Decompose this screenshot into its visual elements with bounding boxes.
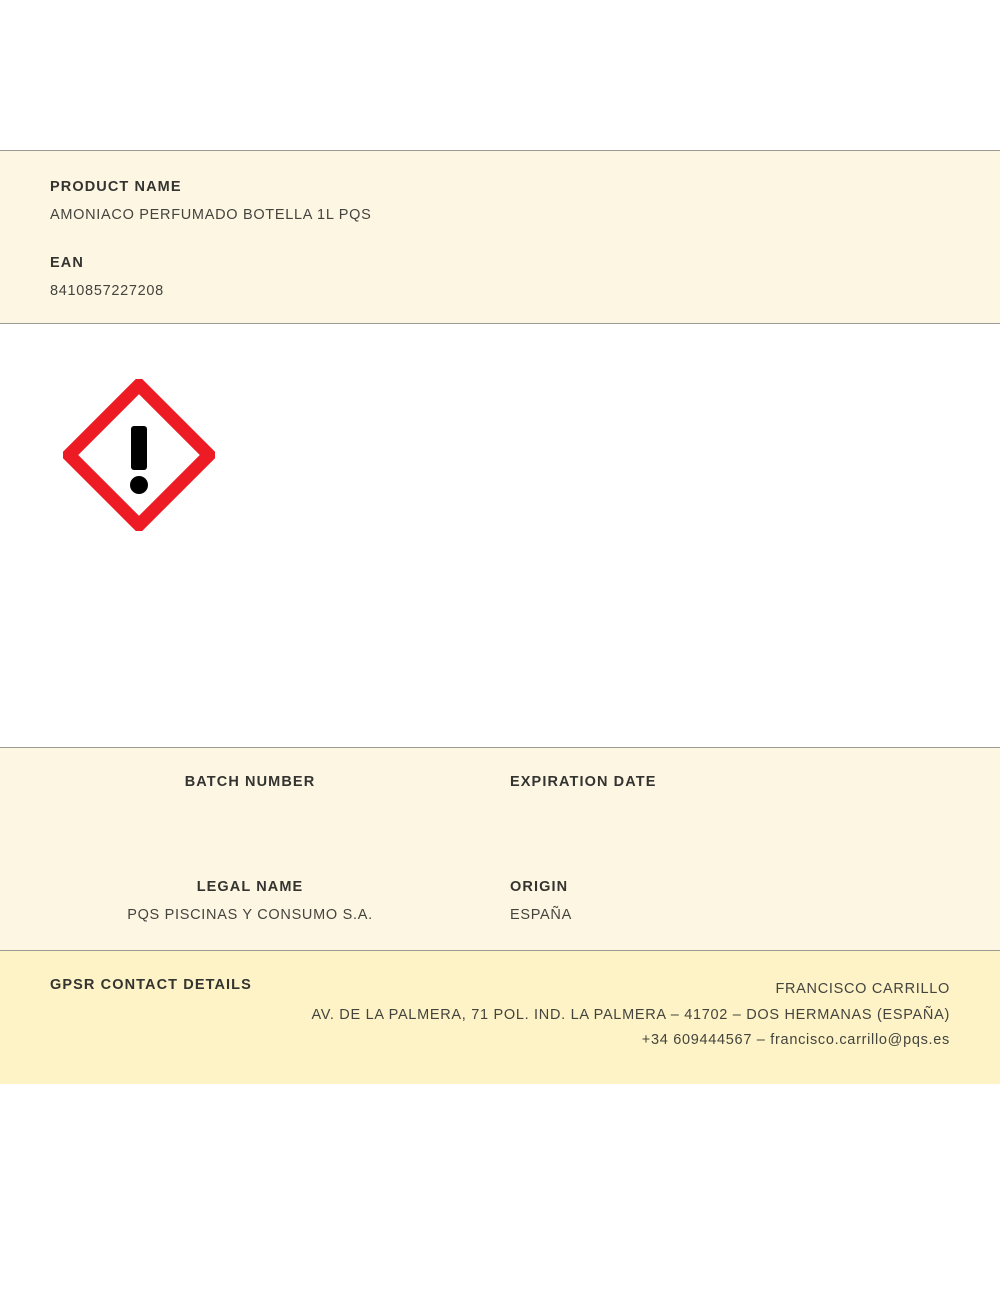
gpsr-contact-band [0,950,1000,1083]
gpsr-contact-name: FRANCISCO CARRILLO [775,981,950,998]
expiration-date-label: EXPIRATION DATE [510,774,657,791]
product-name-label: PRODUCT NAME [50,179,182,195]
batch-number-value [0,802,500,819]
batch-number-cell [0,774,500,819]
product-info-inner [0,179,1000,299]
legal-name-value: PQS PISCINAS Y CONSUMO S.A. [127,907,373,924]
legal-name-cell [0,879,500,924]
batch-legal-band [0,747,1000,950]
top-margin [0,0,1000,150]
field-gap [50,223,950,255]
bottom-margin [0,1084,1000,1300]
ean-label: EAN [50,255,84,271]
ean-value: 8410857227208 [50,283,164,299]
legal-row [0,879,1000,924]
pictogram-area [0,324,1000,747]
expiration-date-value [510,802,1000,819]
batch-row [0,774,1000,819]
gpsr-title: GPSR CONTACT DETAILS [50,977,252,994]
origin-label: ORIGIN [510,879,569,896]
gpsr-row [0,977,1000,1053]
product-name-value: AMONIACO PERFUMADO BOTELLA 1L PQS [50,207,372,223]
origin-value: ESPAÑA [510,907,572,924]
legal-name-label: LEGAL NAME [196,879,304,896]
product-info-band [0,150,1000,324]
expiration-date-cell [500,774,1000,819]
gpsr-details [312,977,950,1053]
ghs07-exclamation-mark-icon [63,379,215,531]
origin-cell [500,879,1000,924]
batch-number-label: BATCH NUMBER [184,774,316,791]
gpsr-contact-line: +34 609444567 – francisco.carrillo@pqs.es [641,1032,950,1049]
gpsr-address: AV. DE LA PALMERA, 71 POL. IND. LA PALMERA – 41702 – DOS HERMANAS (ESPAÑA) [311,1006,950,1023]
